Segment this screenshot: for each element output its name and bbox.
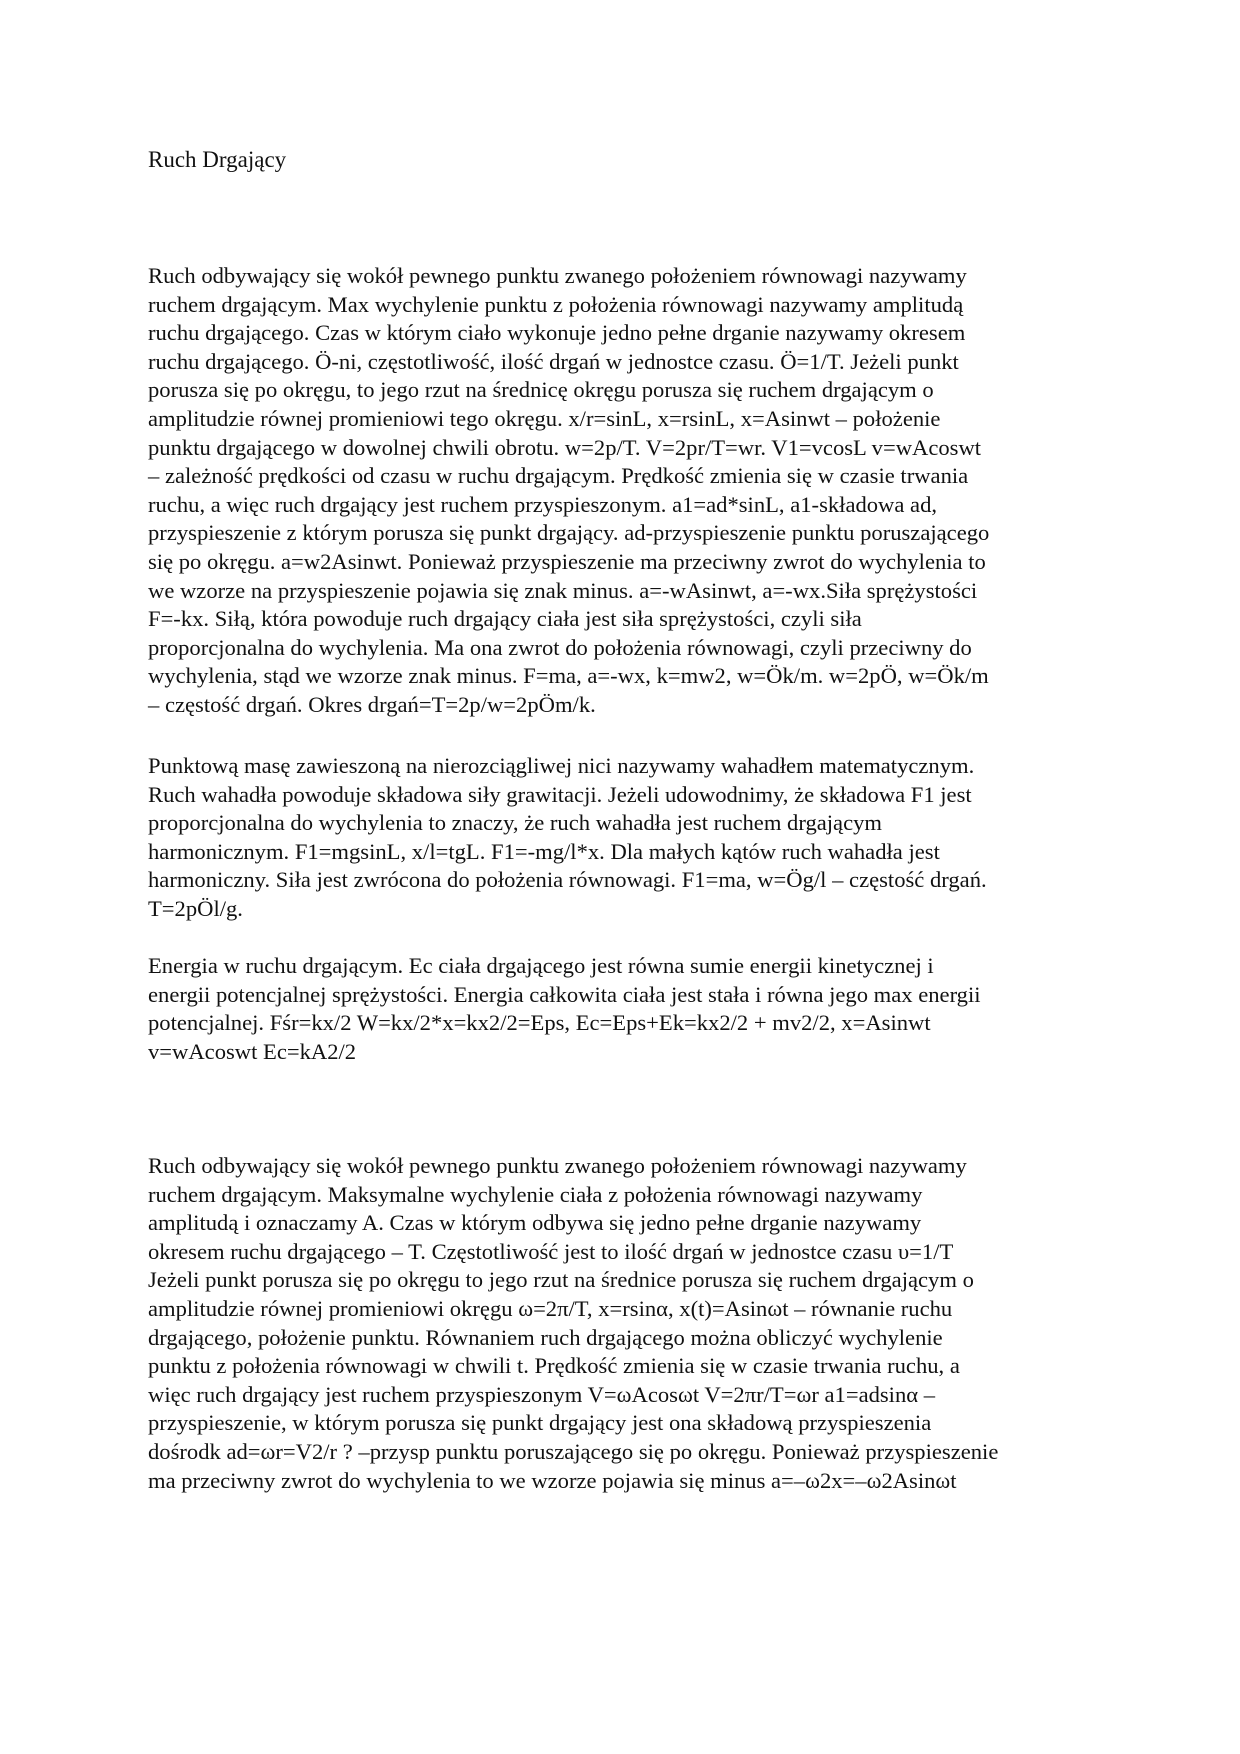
text-line: dośrodk ad=ωr=V2/r ? –przysp punktu poruszającego się po okręgu. Ponieważ przyspieszenie (148, 1438, 999, 1464)
text-line: ruchem drgającym. Maksymalne wychylenie ciała z położenia równowagi nazywamy (148, 1181, 923, 1207)
text-line: F=-kx. Siłą, która powoduje ruch drgający ciała jest siła sprężystości, czyli siła (148, 606, 862, 632)
text-line: Ruch odbywający się wokół pewnego punktu zwanego położeniem równowagi nazywamy (148, 1153, 967, 1178)
text-line: ma przeciwny zwrot do wychylenia to we wzorze pojawia się minus a=–ω2x=–ω2Asinωt (148, 1467, 957, 1493)
paragraph-energy (148, 952, 981, 1066)
text-line: Ruch odbywający się wokół pewnego punktu zwanego położeniem równowagi nazywamy (148, 263, 967, 288)
text-line: amplitudzie równej promieniowi okręgu ω=2π/T, x=rsinα, x(t)=Asinωt – równanie ruchu (148, 1295, 953, 1321)
text-line: przyspieszenie z którym porusza się punkt drgający. ad-przyspieszenie punktu poruszającego (148, 520, 990, 546)
text-line: v=wAcoswt Ec=kA2/2 (148, 1038, 357, 1064)
text-line: energii potencjalnej sprężystości. Energia całkowita ciała jest stała i równa jego max energii (148, 981, 981, 1007)
text-line: proporcjonalna do wychylenia to znaczy, że ruch wahadła jest ruchem drgającym (148, 810, 882, 836)
text-line: – częstość drgań. Okres drgań=T=2p/w=2pÖm/k. (148, 691, 596, 717)
text-line: we wzorze na przyspieszenie pojawia się znak minus. a=-wAsinwt, a=-wx.Siła sprężystości (148, 577, 978, 603)
text-line: drgającego, położenie punktu. Równaniem ruch drgającego można obliczyć wychylenie (148, 1324, 943, 1350)
document-title: Ruch Drgający (148, 147, 287, 172)
text-line: harmonicznym. F1=mgsinL, x/l=tgL. F1=-mg/l*x. Dla małych kątów ruch wahadła jest (148, 838, 940, 864)
text-line: potencjalnej. Fśr=kx/2 W=kx/2*x=kx2/2=Eps, Ec=Eps+Ek=kx2/2 + mv2/2, x=Asinwt (148, 1010, 931, 1036)
text-line: się po okręgu. a=w2Asinwt. Ponieważ przyspieszenie ma przeciwny zwrot do wychylenia to (148, 548, 986, 574)
text-line: Energia w ruchu drgającym. Ec ciała drgającego jest równa sumie energii kinetycznej i (148, 953, 934, 978)
text-line: ruchem drgającym. Max wychylenie punktu z położenia równowagi nazywamy amplitudą (148, 291, 964, 317)
text-line: harmoniczny. Siła jest zwrócona do położenia równowagi. F1=ma, w=Ög/l – częstość drgań. (148, 867, 987, 893)
text-line: okresem ruchu drgającego – T. Częstotliwość jest to ilość drgań w jednostce czasu υ=1/T (148, 1238, 954, 1264)
text-line: punktu drgającego w dowolnej chwili obrotu. w=2p/T. V=2pr/T=wr. V1=vcosL v=wAcoswt (148, 434, 982, 460)
text-line: więc ruch drgający jest ruchem przyspieszonym V=ωAcosωt V=2πr/T=ωr a1=adsinα – (148, 1381, 936, 1407)
text-line: Punktową masę zawieszoną na nierozciągliwej nici nazywamy wahadłem matematycznym. (148, 753, 975, 778)
text-line: punktu z położenia równowagi w chwili t. Prędkość zmienia się w czasie trwania ruchu, a (148, 1353, 960, 1379)
paragraph-oscillation-basics (148, 262, 989, 720)
text-line: – zależność prędkości od czasu w ruchu drgającym. Prędkość zmienia się w czasie trwania (148, 463, 969, 489)
text-line: ruchu drgającego. Czas w którym ciało wykonuje jedno pełne drganie nazywamy okresem (148, 320, 966, 346)
text-line: T=2pÖl/g. (148, 895, 243, 921)
text-line: proporcjonalna do wychylenia. Ma ona zwrot do położenia równowagi, czyli przeciwny do (148, 634, 972, 660)
paragraph-oscillation-repeat (148, 1152, 998, 1495)
text-line: ruchu, a więc ruch drgający jest ruchem przyspieszonym. a1=ad*sinL, a1-składowa ad, (148, 491, 938, 517)
text-line: amplitudzie równej promieniowi tego okręgu. x/r=sinL, x=rsinL, x=Asinwt – położenie (148, 405, 941, 431)
text-line: przyspieszenie, w którym porusza się punkt drgający jest ona składową przyspieszenia (148, 1410, 932, 1436)
text-line: wychylenia, stąd we wzorze znak minus. F=ma, a=-wx, k=mw2, w=Ök/m. w=2pÖ, w=Ök/m (148, 663, 989, 689)
text-line: porusza się po okręgu, to jego rzut na średnicę okręgu porusza się ruchem drgającym o (148, 377, 934, 403)
text-line: Jeżeli punkt porusza się po okręgu to jego rzut na średnice porusza się ruchem drgającym o (148, 1267, 974, 1293)
text-line: Ruch wahadła powoduje składowa siły grawitacji. Jeżeli udowodnimy, że składowa F1 jest (148, 781, 972, 807)
paragraph-pendulum (148, 752, 987, 924)
text-line: amplitudą i oznaczamy A. Czas w którym odbywa się jedno pełne drganie nazywamy (148, 1210, 922, 1236)
text-line: ruchu drgającego. Ö-ni, częstotliwość, ilość drgań w jednostce czasu. Ö=1/T. Jeżeli punkt (148, 348, 959, 374)
